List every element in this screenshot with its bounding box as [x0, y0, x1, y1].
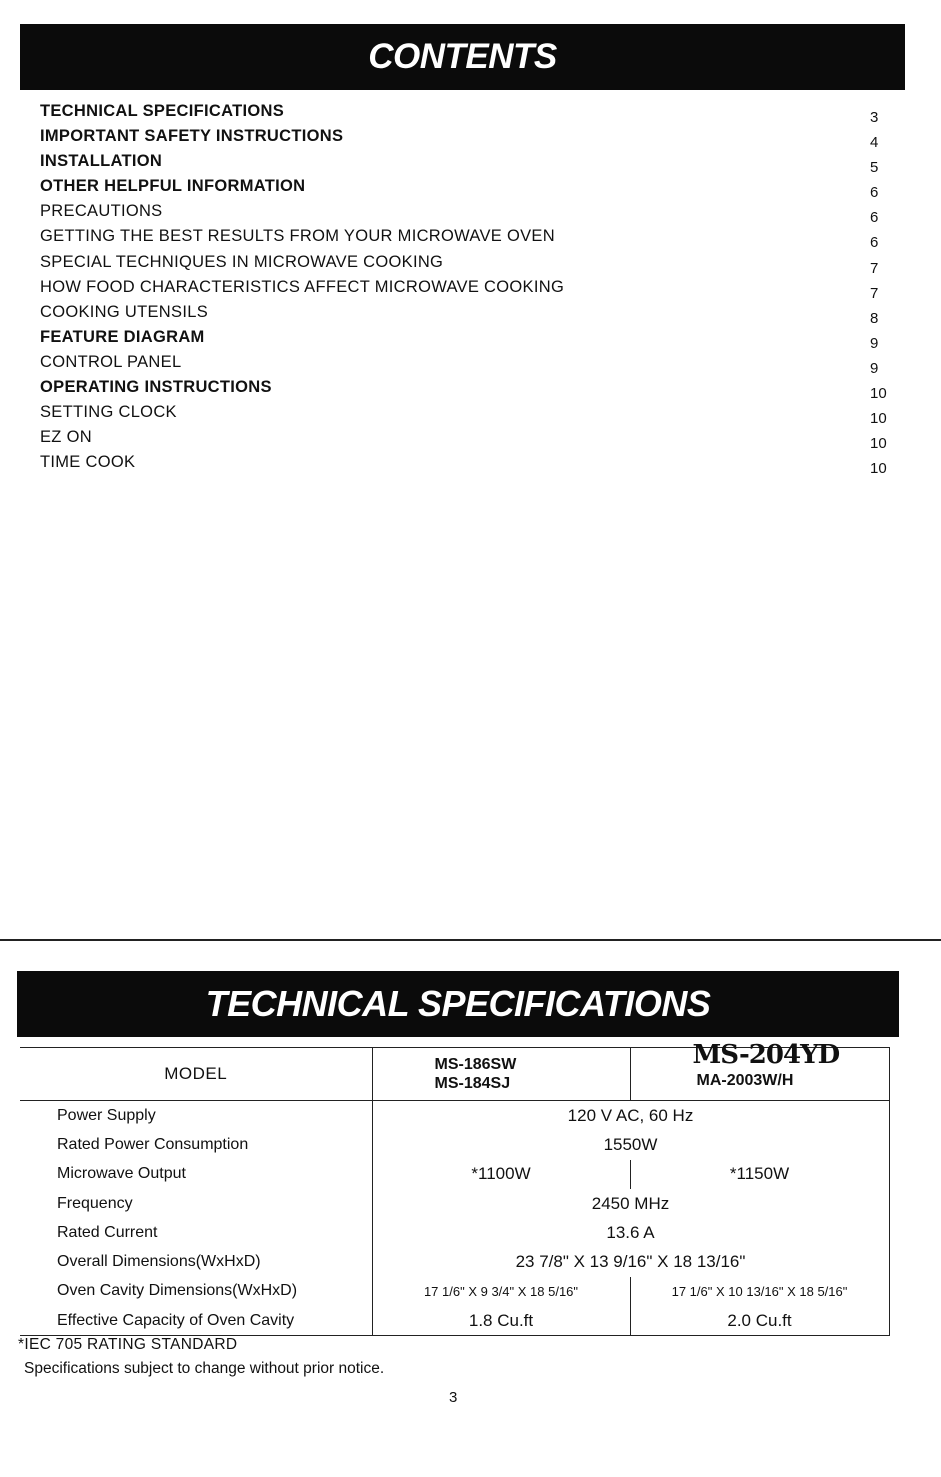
toc-entry-page: 10: [870, 385, 887, 403]
spec-row-power-supply: [20, 1101, 889, 1131]
toc-entry: [40, 403, 890, 428]
spec-row-frequency: [20, 1189, 889, 1218]
spec-value-b: 17 1/6" X 9 3/4" X 18 5/16": [372, 1277, 630, 1306]
table-of-contents: [40, 102, 890, 478]
toc-entry-title: TECHNICAL SPECIFICATIONS: [40, 102, 285, 120]
rating-standard-note: *IEC 705 RATING STANDARD: [18, 1336, 238, 1353]
spec-value-c: *1150W: [630, 1160, 889, 1189]
spec-value: 23 7/8" X 13 9/16" X 18 13/16": [372, 1247, 889, 1276]
toc-entry-title: TIME COOK: [40, 453, 136, 472]
toc-entry: [40, 202, 890, 227]
spec-label: Overall Dimensions(WxHxD): [57, 1253, 261, 1271]
toc-entry: [40, 353, 890, 378]
toc-entry: [40, 227, 890, 252]
spec-label: Rated Current: [57, 1223, 158, 1241]
toc-entry: [40, 378, 890, 403]
toc-entry-title: CONTROL PANEL: [40, 352, 182, 371]
specifications-table: [20, 1040, 890, 1336]
spec-label: Power Supply: [57, 1106, 156, 1124]
toc-entry-page: 7: [870, 259, 879, 277]
toc-entry: [40, 177, 890, 202]
spec-label: Effective Capacity of Oven Cavity: [20, 1306, 372, 1336]
model-b-2: MS-184SJ: [434, 1075, 511, 1092]
spec-row-rated-power: [20, 1130, 889, 1159]
toc-entry-page: 10: [870, 435, 887, 453]
toc-entry: [40, 278, 890, 303]
spec-row-microwave-output: [20, 1160, 889, 1189]
spec-row-overall-dimensions: [20, 1247, 889, 1276]
spec-value: 2450 MHz: [372, 1189, 889, 1218]
spec-value-c: 2.0 Cu.ft: [630, 1306, 889, 1336]
model-c: MA-2003W/H: [696, 1072, 794, 1089]
toc-entry: [40, 102, 890, 127]
change-notice: Specifications subject to change without prior notice.: [24, 1360, 385, 1377]
toc-entry-title: SPECIAL TECHNIQUES IN MICROWAVE COOKING: [40, 252, 444, 271]
model-c-cell: [630, 1040, 889, 1101]
toc-entry-page: 8: [870, 309, 879, 327]
toc-entry-title: OTHER HELPFUL INFORMATION: [40, 177, 306, 196]
model-b-cell: [372, 1048, 630, 1101]
spec-value: 1550W: [372, 1130, 889, 1159]
toc-entry-page: 4: [870, 134, 879, 152]
spec-label: Microwave Output: [57, 1165, 186, 1183]
spec-value-b: *1100W: [372, 1160, 630, 1189]
toc-entry-page: 9: [870, 359, 879, 377]
spec-value-b: 1.8 Cu.ft: [372, 1306, 630, 1336]
section-divider: [0, 939, 941, 941]
toc-entry-title: SETTING CLOCK: [40, 403, 177, 422]
handwritten-model: MS-204YD: [692, 1040, 840, 1070]
toc-entry-page: 9: [870, 334, 879, 352]
specs-heading: [17, 971, 899, 1037]
page-number: 3: [449, 1389, 458, 1406]
toc-entry-title: HOW FOOD CHARACTERISTICS AFFECT MICROWAVE COOKING: [40, 277, 565, 296]
toc-entry-page: 6: [870, 234, 879, 252]
toc-entry-title: IMPORTANT SAFETY INSTRUCTIONS: [40, 127, 344, 146]
spec-row-cavity-dimensions: [20, 1277, 889, 1306]
model-label: MODEL: [20, 1048, 372, 1101]
model-row: [20, 1048, 889, 1101]
toc-entry-title: COOKING UTENSILS: [40, 302, 208, 321]
toc-entry: [40, 152, 890, 177]
toc-entry-page: 7: [870, 284, 879, 302]
spec-label: Frequency: [57, 1194, 133, 1212]
spec-row-rated-current: [20, 1218, 889, 1247]
toc-entry-page: 10: [870, 410, 887, 428]
toc-entry-page: 6: [870, 184, 879, 202]
spec-value: 13.6 A: [372, 1218, 889, 1247]
toc-entry-title: INSTALLATION: [40, 152, 163, 171]
spec-label: Oven Cavity Dimensions(WxHxD): [57, 1282, 298, 1300]
spec-row-capacity: [20, 1306, 889, 1336]
toc-entry: [40, 253, 890, 278]
toc-entry: [40, 328, 890, 353]
model-b-1: MS-186SW: [434, 1056, 517, 1073]
toc-entry-title: PRECAUTIONS: [40, 202, 163, 221]
toc-entry-title: EZ ON: [40, 428, 92, 447]
toc-entry-page: 5: [870, 159, 879, 177]
contents-heading-text: CONTENTS: [368, 37, 557, 76]
toc-entry-title: OPERATING INSTRUCTIONS: [40, 378, 272, 397]
toc-entry-page: 3: [870, 109, 879, 126]
spec-value: 120 V AC, 60 Hz: [372, 1101, 889, 1131]
spec-value-c: 17 1/6" X 10 13/16" X 18 5/16": [630, 1277, 889, 1306]
toc-entry: [40, 453, 890, 478]
toc-entry-title: FEATURE DIAGRAM: [40, 327, 205, 346]
toc-entry: [40, 127, 890, 152]
specs-heading-text: TECHNICAL SPECIFICATIONS: [205, 983, 711, 1024]
spec-label: Rated Power Consumption: [57, 1135, 249, 1153]
toc-entry-page: 10: [870, 460, 887, 478]
toc-entry: [40, 428, 890, 453]
contents-heading: [20, 24, 905, 90]
toc-entry: [40, 303, 890, 328]
toc-entry-title: GETTING THE BEST RESULTS FROM YOUR MICROWAVE OVEN: [40, 227, 555, 246]
toc-entry-page: 6: [870, 209, 879, 227]
